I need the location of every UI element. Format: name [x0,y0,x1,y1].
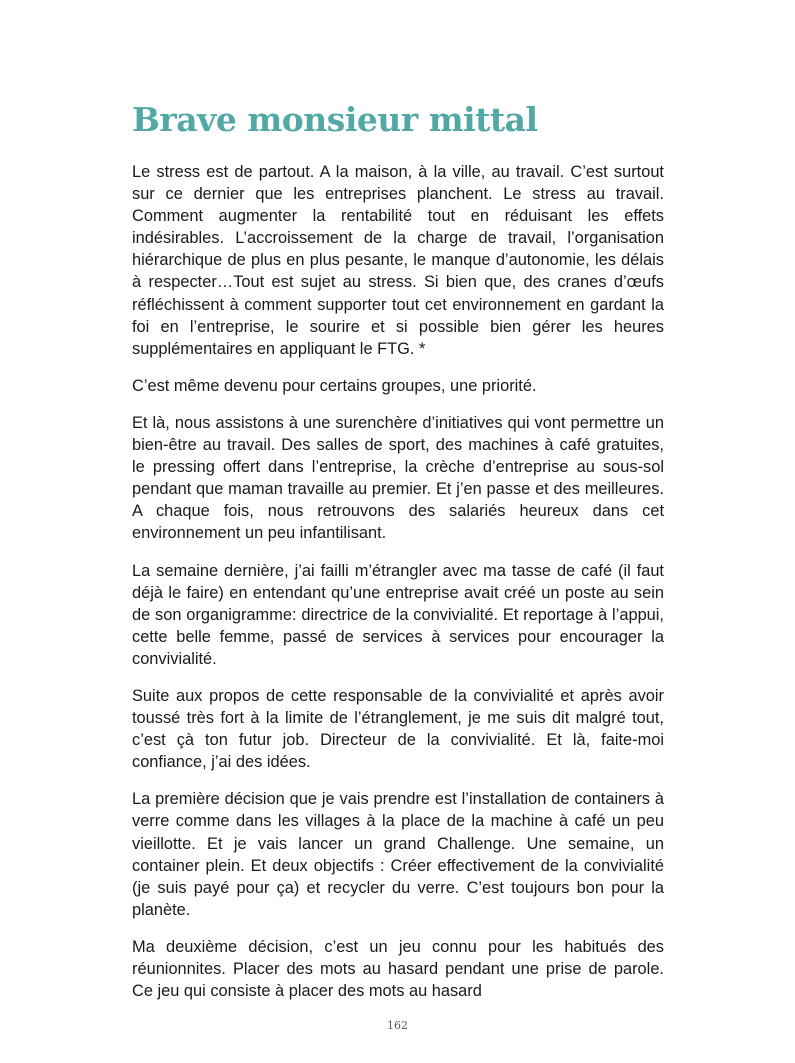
paragraph: La première décision que je vais prendre est l’installation de containers à verre comme dans les villages à la place de la machine à café un peu vieillotte. Et je vais lancer un grand Challenge. Une semaine, un container plein. Et deux objectifs : Créer effectivement de la convivialité (je suis payé pour ça) et recycler du verre. C’est toujours bon pour la planète. [132,790,664,919]
page-number: 162 [387,1019,408,1032]
paragraph: Ma deuxième décision, c’est un jeu connu pour les habitués des réunionnites. Placer des mots au hasard pendant une prise de parole. Ce jeu qui consiste à placer des mots au hasard [132,937,664,1001]
paragraph: Suite aux propos de cette responsable de la convivialité et après avoir toussé très fort à la limite de l’étranglement, je me suis dit malgré tout, c’est çà ton futur job. Directeur de la convivialité. Et là, faite-moi confiance, j’ai des idées. [132,686,664,772]
chapter-title: Brave monsieur mittal [132,100,538,139]
chapter-body [132,161,664,1001]
paragraph: C’est même devenu pour certains groupes, une priorité. [132,376,537,395]
paragraph: Et là, nous assistons à une surenchère d’initiatives qui vont permettre un bien-être au travail. Des salles de sport, des machines à café gratuites, le pressing offert dans l’entreprise, la crèche d’entreprise au sous-sol pendant que maman travaille au premier. Et j’en passe et des meilleures. A chaque fois, nous retrouvons des salariés heureux dans cet environnement un peu infantilisant. [132,413,664,543]
paragraph: Le stress est de partout. A la maison, à la ville, au travail. C’est surtout sur ce dernier que les entreprises planchent. Le stress au travail. Comment augmenter la rentabilité tout en réduisant les effets indésirables. L’accroissement de la charge de travail, l’organisation hiérarchique de plus en plus pesante, le manque d’autonomie, les délais à respecter…Tout est sujet au stress. Si bien que, des cranes d’œufs réfléchissent à comment supporter tout cet environnement en gardant la foi en l’entreprise, le sourire et si possible bien gérer les heures supplémentaires en appliquant le FTG. * [132,163,664,358]
paragraph: La semaine dernière, j’ai failli m’étrangler avec ma tasse de café (il faut déjà le faire) en entendant qu’une entreprise avait créé un poste au sein de son organigramme: directrice de la convivialité. Et reportage à l’appui, cette belle femme, passé de services à services pour encourager la convivialité. [132,561,664,668]
